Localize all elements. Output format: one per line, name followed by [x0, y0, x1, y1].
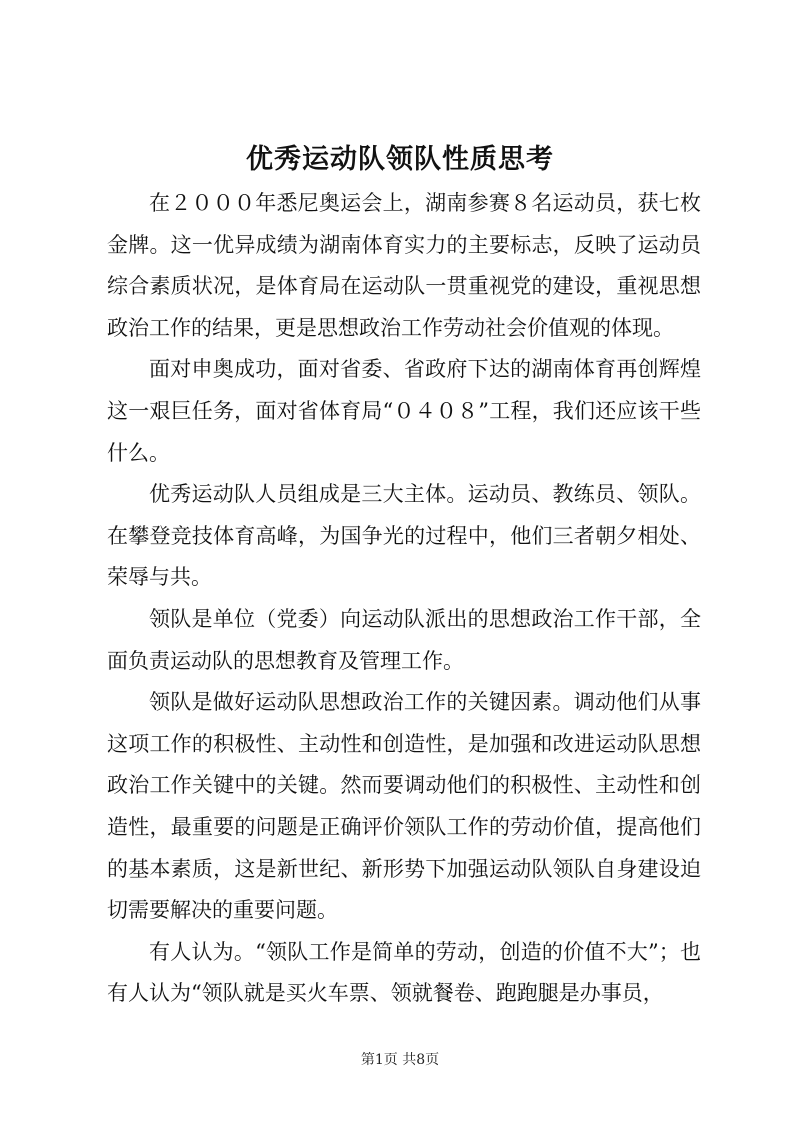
paragraph: 在２０００年悉尼奥运会上，湖南参赛８名运动员，获七枚金牌。这一优异成绩为湖南体育实力的主要标志，反映了运动员综合素质状况，是体育局在运动队一贯重视党的建设，重视思想政治工作的结果，更是思想政治工作劳动社会价值观的体现。: [107, 191, 701, 340]
page-title: 优秀运动队领队性质思考: [246, 144, 554, 175]
paragraph: 优秀运动队人员组成是三大主体。运动员、教练员、领队。在攀登竞技体育高峰，为国争光的过程中，他们三者朝夕相处、荣辱与共。: [107, 482, 701, 590]
paragraph: 有人认为。“领队工作是简单的劳动，创造的价值不大”；也有人认为“领队就是买火车票、领就餐卷、跑跑腿是办事员，: [107, 939, 701, 1006]
document-body: [107, 183, 701, 1015]
paragraph: 领队是单位（党委）向运动队派出的思想政治工作干部，全面负责运动队的思想教育及管理工作。: [107, 606, 701, 673]
paragraph: 面对申奥成功，面对省委、省政府下达的湖南体育再创辉煌这一艰巨任务，面对省体育局“０４０８”工程，我们还应该干些什么。: [107, 357, 701, 465]
page-footer: 第1页 共8页: [360, 1052, 440, 1068]
paragraph: 领队是做好运动队思想政治工作的关键因素。调动他们从事这项工作的积极性、主动性和创造性，是加强和改进运动队思想政治工作关键中的关键。然而要调动他们的积极性、主动性和创造性，最重要的问题是正确评价领队工作的劳动价值，提高他们的基本素质，这是新世纪、新形势下加强运动队领队自身建设迫切需要解决的重要问题。: [107, 690, 701, 923]
